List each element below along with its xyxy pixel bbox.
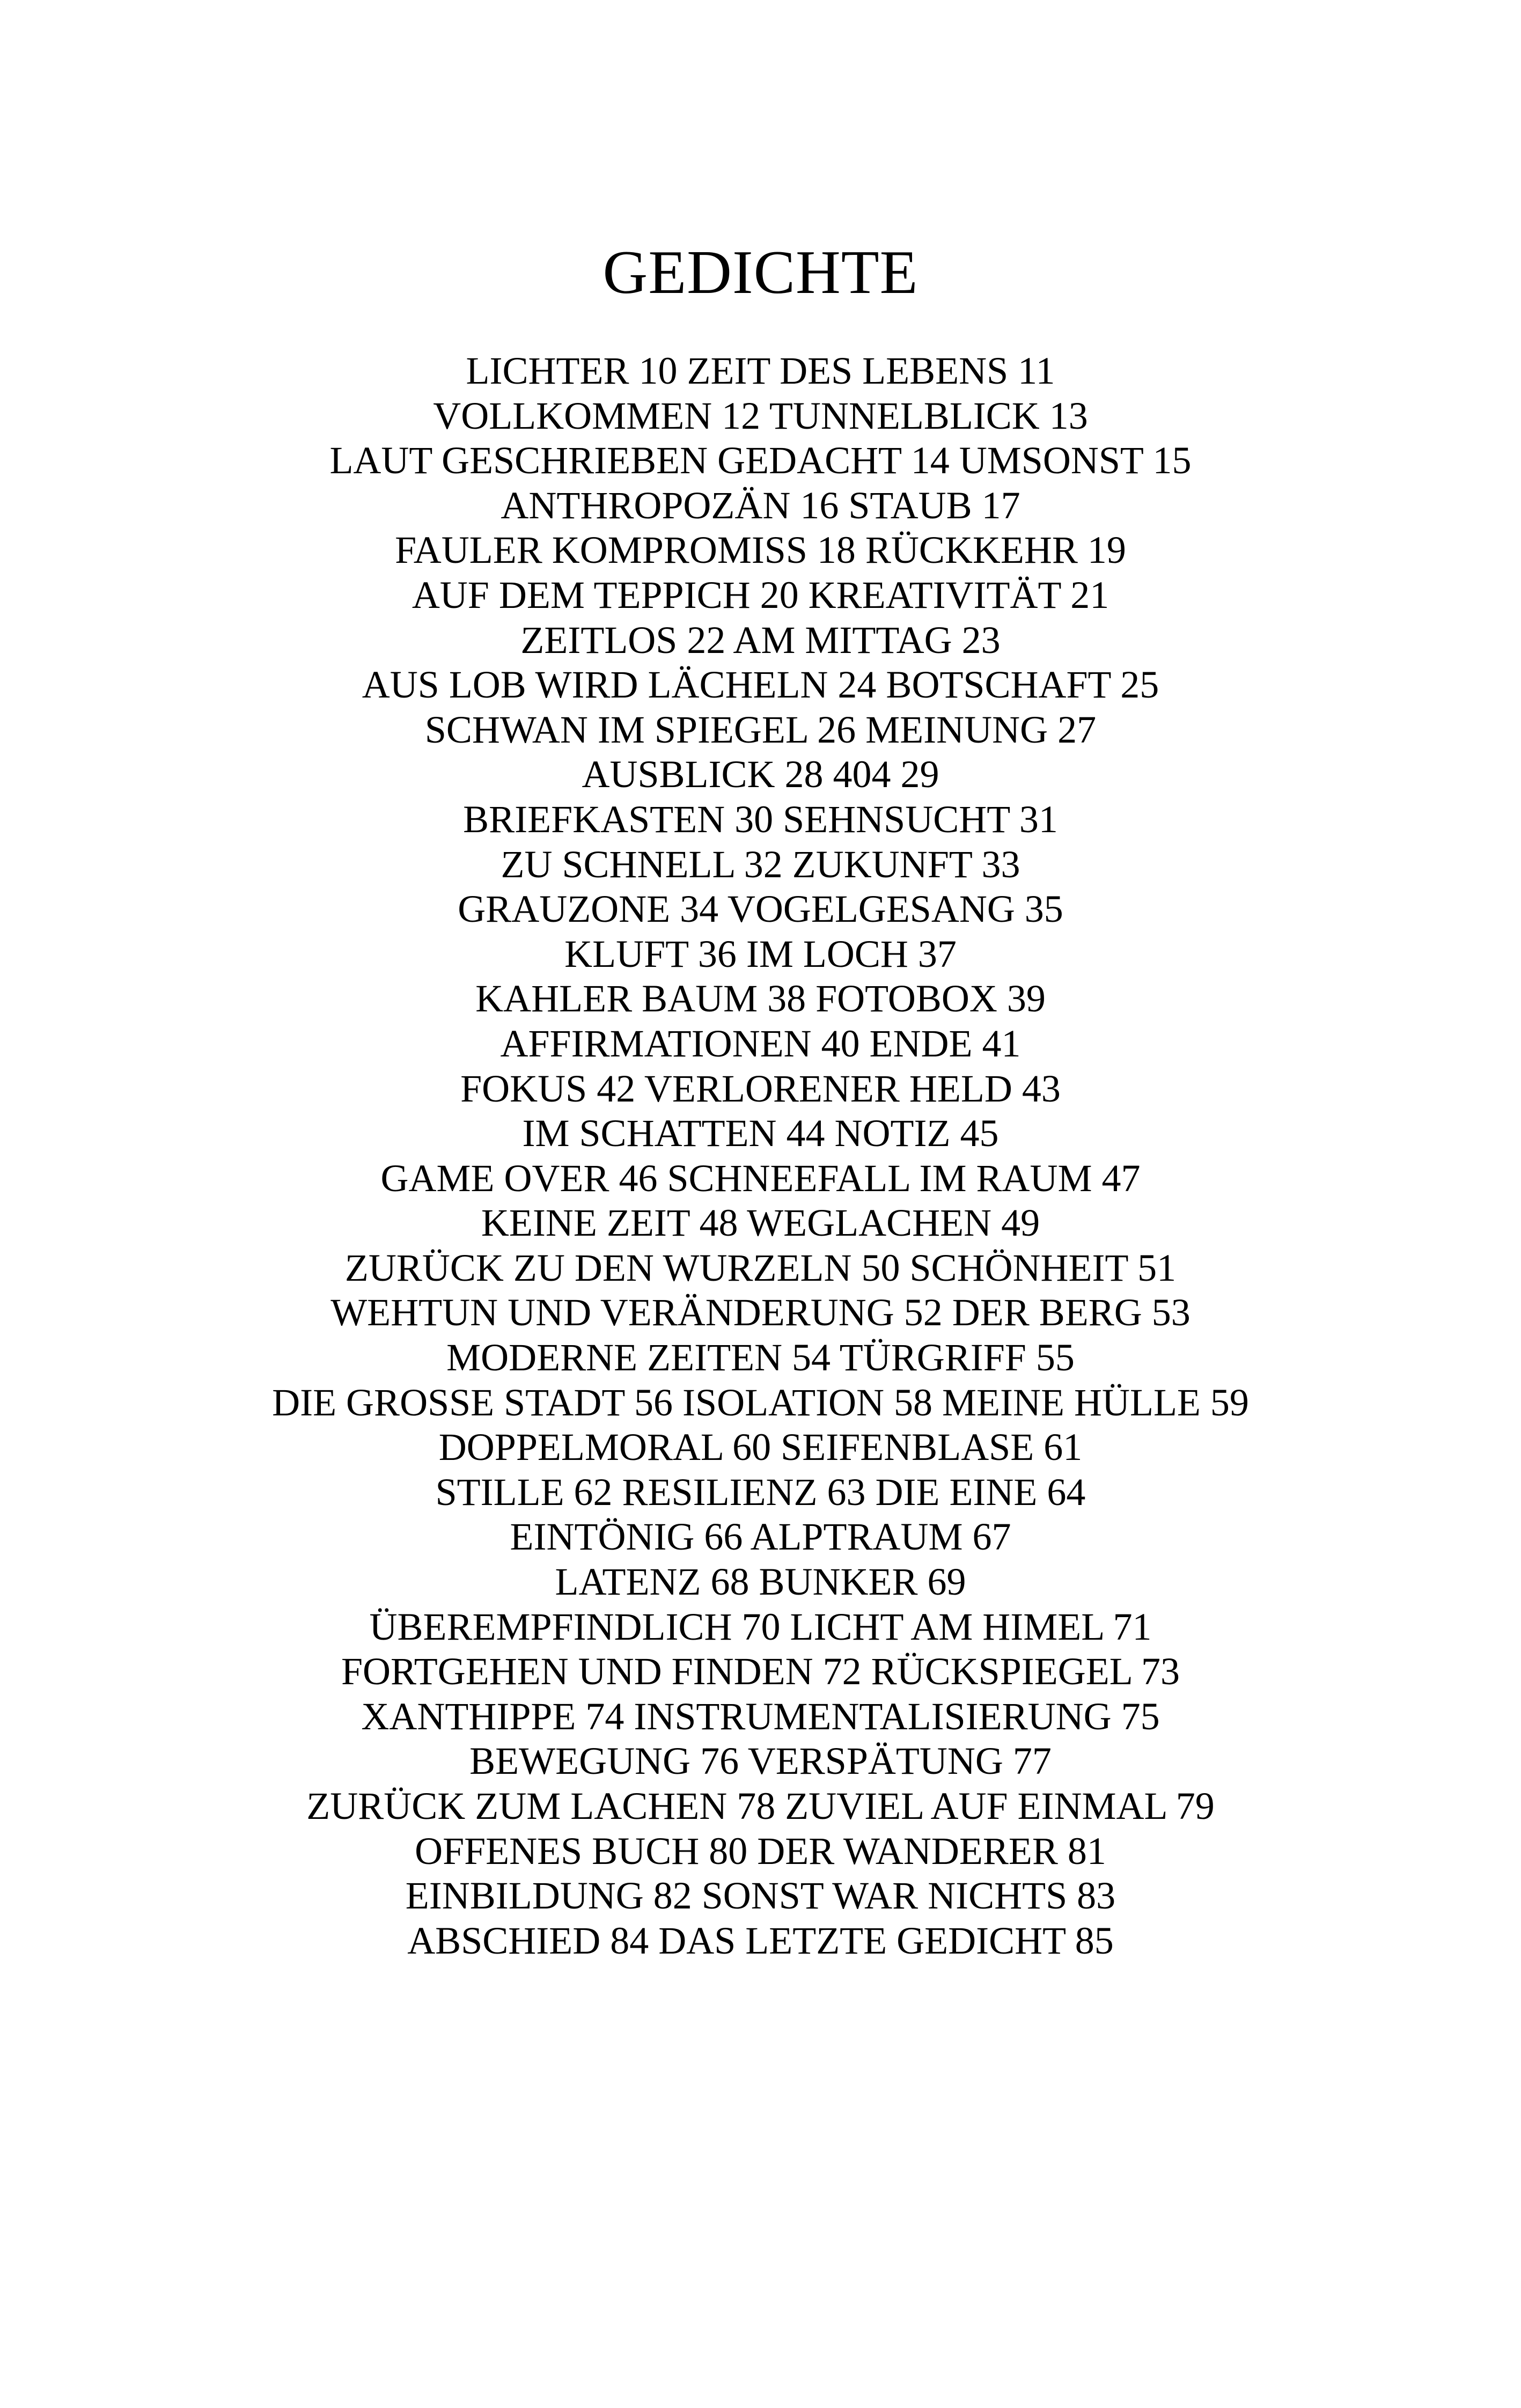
toc-line: STILLE 62 RESILIENZ 63 DIE EINE 64	[435, 1470, 1086, 1514]
toc-line: AUF DEM TEPPICH 20 KREATIVITÄT 21	[412, 573, 1109, 616]
toc-line: MODERNE ZEITEN 54 TÜRGRIFF 55	[446, 1336, 1075, 1379]
toc-line: DOPPELMORAL 60 SEIFENBLASE 61	[438, 1426, 1083, 1469]
toc-line: FAULER KOMPROMISS 18 RÜCKKEHR 19	[395, 528, 1126, 572]
toc-line: FOKUS 42 VERLORENER HELD 43	[460, 1067, 1061, 1110]
page-title: GEDICHTE	[602, 238, 919, 307]
toc-line: ZURÜCK ZUM LACHEN 78 ZUVIEL AUF EINMAL 79	[306, 1785, 1215, 1827]
toc-line: ZURÜCK ZU DEN WURZELN 50 SCHÖNHEIT 51	[344, 1246, 1177, 1289]
toc-line: ÜBEREMPFINDLICH 70 LICHT AM HIMEL 71	[369, 1605, 1152, 1648]
toc-line: KLUFT 36 IM LOCH 37	[564, 932, 957, 975]
toc-line: SCHWAN IM SPIEGEL 26 MEINUNG 27	[424, 708, 1097, 751]
toc-line: EINBILDUNG 82 SONST WAR NICHTS 83	[405, 1874, 1116, 1918]
toc-line: LAUT GESCHRIEBEN GEDACHT 14 UMSONST 15	[329, 439, 1192, 482]
toc-line: GRAUZONE 34 VOGELGESANG 35	[458, 887, 1063, 931]
toc-line: AUSBLICK 28 404 29	[582, 753, 939, 796]
toc-line: AUS LOB WIRD LÄCHELN 24 BOTSCHAFT 25	[362, 663, 1159, 707]
toc-line: KAHLER BAUM 38 FOTOBOX 39	[475, 977, 1046, 1021]
toc-line: AFFIRMATIONEN 40 ENDE 41	[500, 1022, 1021, 1065]
toc-line: FORTGEHEN UND FINDEN 72 RÜCKSPIEGEL 73	[341, 1650, 1180, 1693]
toc-line: ANTHROPOZÄN 16 STAUB 17	[501, 483, 1020, 527]
toc-line: ZU SCHNELL 32 ZUKUNFT 33	[501, 842, 1020, 886]
toc-line: LICHTER 10 ZEIT DES LEBENS 11	[466, 349, 1055, 392]
toc-line: DIE GROSSE STADT 56 ISOLATION 58 MEINE HÜLLE 59	[272, 1381, 1249, 1424]
toc-line: ZEITLOS 22 AM MITTAG 23	[520, 618, 1001, 662]
table-of-contents	[0, 349, 1521, 1963]
toc-line: LATENZ 68 BUNKER 69	[555, 1560, 966, 1604]
toc-line: XANTHIPPE 74 INSTRUMENTALISIERUNG 75	[361, 1694, 1160, 1738]
toc-line: BEWEGUNG 76 VERSPÄTUNG 77	[469, 1739, 1052, 1783]
toc-line: EINTÖNIG 66 ALPTRAUM 67	[510, 1515, 1011, 1559]
toc-line: GAME OVER 46 SCHNEEFALL IM RAUM 47	[380, 1156, 1141, 1200]
toc-line: VOLLKOMMEN 12 TUNNELBLICK 13	[433, 394, 1088, 437]
toc-line: KEINE ZEIT 48 WEGLACHEN 49	[481, 1201, 1040, 1245]
toc-line: OFFENES BUCH 80 DER WANDERER 81	[415, 1829, 1106, 1873]
toc-line: IM SCHATTEN 44 NOTIZ 45	[522, 1112, 999, 1155]
toc-line: ABSCHIED 84 DAS LETZTE GEDICHT 85	[407, 1919, 1114, 1962]
toc-line: BRIEFKASTEN 30 SEHNSUCHT 31	[463, 797, 1058, 841]
toc-line: WEHTUN UND VERÄNDERUNG 52 DER BERG 53	[330, 1291, 1191, 1334]
